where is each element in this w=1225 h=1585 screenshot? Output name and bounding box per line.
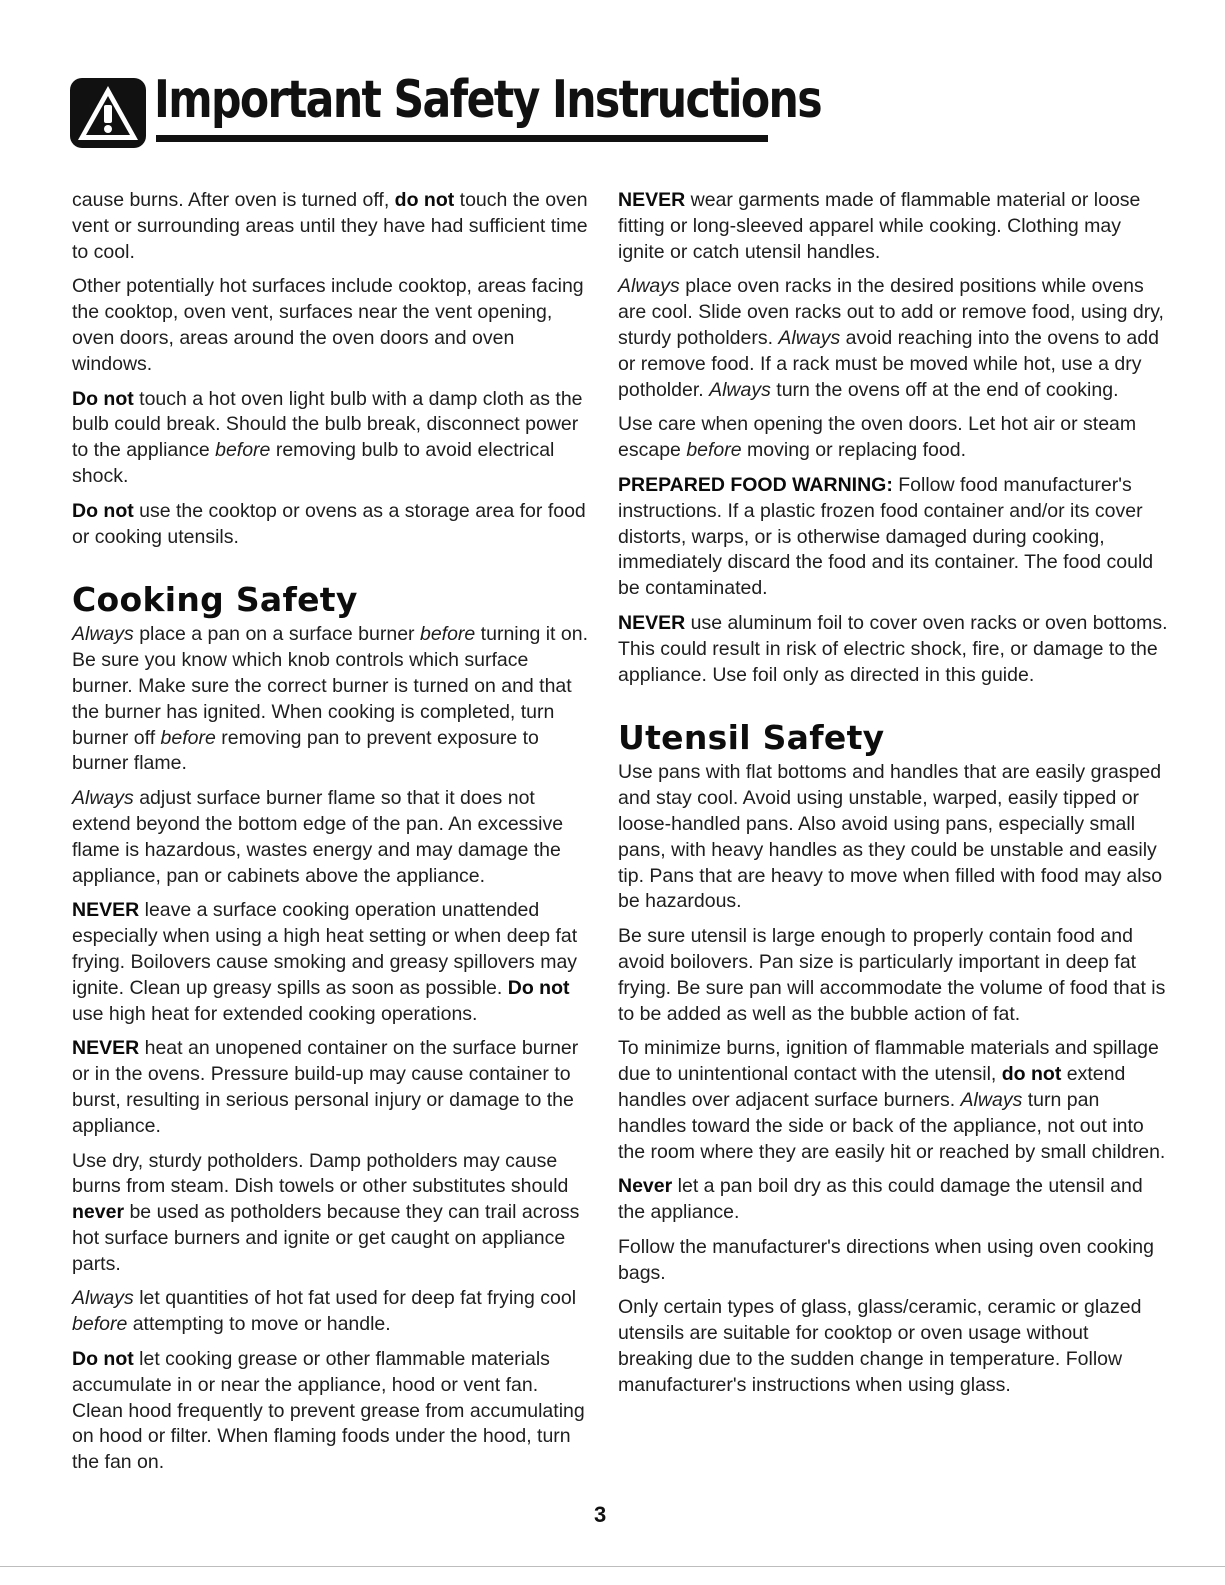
paragraph: cause burns. After oven is turned off, do not touch the oven vent or surrounding areas until they have had sufficient time to cool. <box>72 189 588 263</box>
paragraph: Other potentially hot surfaces include cooktop, areas facing the cooktop, oven vent, surfaces near the vent opening, oven doors, areas around the oven doors and oven windows. <box>72 275 584 375</box>
paragraph: Never let a pan boil dry as this could damage the utensil and the appliance. <box>618 1175 1143 1224</box>
page-number: 3 <box>594 1502 607 1527</box>
paragraph: Be sure utensil is large enough to properly contain food and avoid boilovers. Pan size is particularly important in deep fat frying. Be sure pan will accommodate the volume of food that is to be added as well as the bubble action of fat. <box>618 925 1166 1025</box>
paragraph: Do not touch a hot oven light bulb with a damp cloth as the bulb could break. Should the bulb break, disconnect power to the appliance before removing bulb to avoid electrical shock. <box>72 387 583 487</box>
paragraph: NEVER heat an unopened container on the surface burner or in the ovens. Pressure build-up may cause container to burst, resulting in serious personal injury or damage to the appliance. <box>72 1037 579 1137</box>
paragraph: NEVER wear garments made of flammable material or loose fitting or long-sleeved apparel while cooking. Clothing may ignite or catch utensil handles. <box>618 189 1141 263</box>
paragraph: Do not use the cooktop or ovens as a storage area for food or cooking utensils. <box>72 499 586 548</box>
paragraph: Follow the manufacturer's directions when using oven cooking bags. <box>618 1235 1154 1284</box>
left-column <box>72 188 592 1485</box>
right-column <box>618 188 1168 1408</box>
paragraph: NEVER use aluminum foil to cover oven racks or oven bottoms. This could result in risk of electric shock, fire, or damage to the appliance. Use foil only as directed in this guide. <box>618 611 1168 686</box>
paragraph: Always place oven racks in the desired positions while ovens are cool. Slide oven racks out to add or remove food, using dry, sturdy potholders. Always avoid reaching into the ovens to add or remove food. If a rack must be moved while hot, use a dry potholder. Always turn the ovens off at the end of cooking. <box>618 275 1164 401</box>
section-heading-utensil-safety: Utensil Safety <box>618 718 885 758</box>
paragraph: Always adjust surface burner flame so that it does not extend beyond the bottom edge of the pan. An excessive flame is hazardous, wastes energy and may damage the appliance, pan or cabinets above the appliance. <box>72 787 564 887</box>
paragraph: Use pans with flat bottoms and handles that are easily grasped and stay cool. Avoid using unstable, warped, easily tipped or loose-handled pans. Also avoid using pans, especially small pans, with heavy handles as they could be unstable and easily tip. Pans that are heavy to move when filled with food may also be hazardous. <box>618 761 1163 913</box>
bottom-divider <box>0 1566 1225 1567</box>
paragraph: NEVER leave a surface cooking operation unattended especially when using a high heat setting or when deep fat frying. Boilovers cause smoking and greasy spillovers may ignite. Clean up greasy spills as soon as possible. Do not use high heat for extended cooking operations. <box>72 899 578 1025</box>
paragraph: PREPARED FOOD WARNING: Follow food manufacturer's instructions. If a plastic frozen food container and/or its cover distorts, warps, or is otherwise damaged during cooking, immediately discard the food and its container. The food could be contaminated. <box>618 473 1154 600</box>
page-header <box>70 70 821 152</box>
paragraph: To minimize burns, ignition of flammable materials and spillage due to unintentional contact with the utensil, do not extend handles over adjacent surface burners. Always turn pan handles toward the side or back of the appliance, not out into the room where they are easily hit or reached by small children. <box>618 1037 1166 1163</box>
paragraph: Do not let cooking grease or other flammable materials accumulate in or near the appliance, hood or vent fan. Clean hood frequently to prevent grease from accumulating on hood or filter. When flaming foods under the hood, turn the fan on. <box>72 1348 585 1474</box>
title-underline <box>156 135 768 142</box>
warning-triangle-icon <box>70 78 146 148</box>
paragraph: Use care when opening the oven doors. Let hot air or steam escape before moving or replacing food. <box>618 413 1137 462</box>
paragraph: Always place a pan on a surface burner before turning it on. Be sure you know which knob controls which surface burner. Make sure the correct burner is turned on and that the burner has ignited. When cooking is completed, turn burner off before removing pan to prevent exposure to burner flame. <box>72 623 588 775</box>
section-heading-cooking-safety: Cooking Safety <box>72 580 358 620</box>
page-title: Important Safety Instructions <box>154 70 821 130</box>
paragraph: Use dry, sturdy potholders. Damp potholders may cause burns from steam. Dish towels or other substitutes should never be used as potholders because they can trail across hot surface burners and ignite or get caught on appliance parts. <box>72 1149 580 1275</box>
paragraph: Only certain types of glass, glass/ceramic, ceramic or glazed utensils are suitable for cooktop or oven usage without breaking due to the sudden change in temperature. Follow manufacturer's instructions when using glass. <box>618 1296 1142 1396</box>
paragraph: Always let quantities of hot fat used for deep fat frying cool before attempting to move or handle. <box>72 1287 577 1336</box>
